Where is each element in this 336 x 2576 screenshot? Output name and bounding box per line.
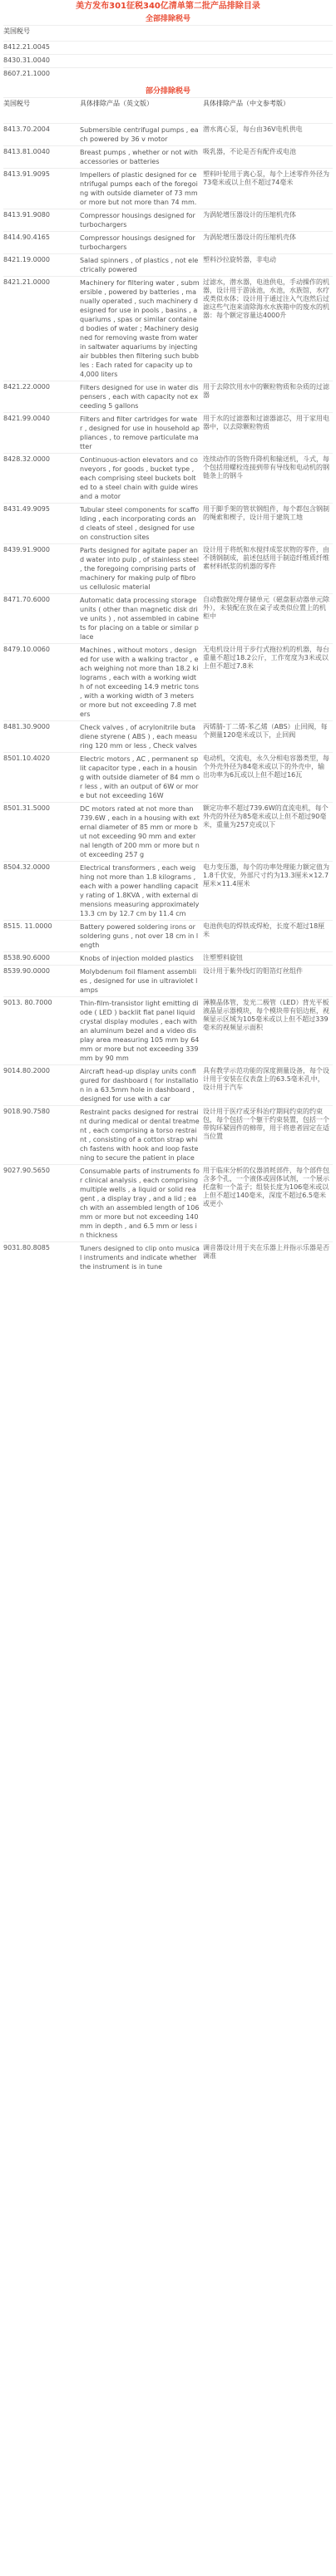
- english-description: Filters designed for use in water dispensers , each with capacity not exceeding 5 gallons: [80, 381, 203, 413]
- english-description: Compressor housings designed for turbochargers: [80, 209, 203, 232]
- chinese-description: 额定功率不超过739.6W的直流电机，每个外壳的外径为85毫米或以上但不超过90毫米，重量为257克或以下: [203, 803, 333, 862]
- full-exclusion-title: 全部排除税号: [145, 15, 190, 23]
- table-row: [3, 921, 333, 952]
- chinese-description: 塑料叶轮用于离心泵，每个上述零件外径为73毫米或以上但不超过74毫米: [203, 169, 333, 209]
- english-description: Continuous-action elevators and conveyors , for goods , bucket type , each comprising steel buckets bolted to a steel chain with guide wires and a motor: [80, 454, 203, 504]
- us-code: 8421.99.0040: [3, 413, 80, 454]
- chinese-description: 设计用于医疗或牙科治疗期间约束的约束包，每个包括一个躯干约束装置，包括一个带钩环紧固件的棉带，用于将患者固定在适当位置: [203, 1106, 333, 1165]
- us-code: 9031.80.8085: [3, 1242, 80, 1274]
- us-code: 8538.90.6000: [3, 952, 80, 966]
- table-row: [3, 254, 333, 277]
- english-description: Aircraft head-up display units configured for dashboard ( for installation in a 63.5mm hole in dashboard , designed for use with a car: [80, 1065, 203, 1106]
- table-row: [3, 544, 333, 594]
- table-row: [3, 124, 333, 146]
- table-row: [3, 381, 333, 413]
- us-code: 8481.30.9000: [3, 721, 80, 753]
- full-exclusion-row: [3, 42, 333, 55]
- english-description: Check valves , of acrylonitrile butadiene styrene ( ABS ) , each measuring 120 mm or less , Check valves: [80, 721, 203, 753]
- chinese-description: 设计用于紫外线灯的钼箔灯丝组件: [203, 966, 333, 997]
- english-description: Filters and filter cartridges for water , designed for use in household appliances , to remove particulate matter: [80, 413, 203, 454]
- us-code: 8421.19.0000: [3, 254, 80, 277]
- us-code: 8439.91.9000: [3, 544, 80, 594]
- us-code: 8413.91.9095: [3, 169, 80, 209]
- chinese-description: 具有教学示范功能的深度测量设备，每个设计用于安装在仪表盘上的63.5毫米孔中，设计用于汽车: [203, 1065, 333, 1106]
- english-description: DC motors rated at not more than 739.6W , each in a housing with external diameter of 85 mm or more but not exceeding 90 mm and external length of 200 mm or more but not exceeding 257 g: [80, 803, 203, 862]
- us-code: 8504.32.0000: [3, 862, 80, 921]
- table-row: [3, 644, 333, 721]
- partial-exclusion-table: [3, 97, 333, 1273]
- table-row: [3, 232, 333, 254]
- table-row: [3, 753, 333, 803]
- table-row: [3, 1242, 333, 1274]
- chinese-description: 吸乳器，不论是否有配件或电池: [203, 146, 333, 169]
- english-description: Parts designed for agitate paper and water into pulp , of stainless steel , the foregoing comprising parts of machinery for making pulp of fibrous cellulosic material: [80, 544, 203, 594]
- us-code: 8430.31.0040: [3, 55, 80, 68]
- english-description-header: 具体排除产品（英文版）: [80, 98, 203, 124]
- chinese-description-header: 具体排除产品（中文参考版）: [203, 98, 333, 124]
- english-description: Knobs of injection molded plastics: [80, 952, 203, 966]
- english-description: Battery powered soldering irons or soldering guns , not over 18 cm in length: [80, 921, 203, 952]
- chinese-description: 用于水的过滤器和过滤器滤芯，用于家用电器中，以去除颗粒物质: [203, 413, 333, 454]
- table-row: [3, 146, 333, 169]
- us-code: 8421.22.0000: [3, 381, 80, 413]
- us-code: 8413.81.0040: [3, 146, 80, 169]
- table-row: [3, 1165, 333, 1242]
- chinese-description: 为涡轮增压器设计的压缩机壳体: [203, 209, 333, 232]
- table-row: [3, 721, 333, 753]
- us-code: 9013. 80.7000: [3, 997, 80, 1065]
- english-description: Molybdenum foil filament assemblies , designed for use in ultraviolet lamps: [80, 966, 203, 997]
- chinese-description: 设计用于将纸和水搅拌成浆状物的零件，由不锈钢制成，前述包括用于制造纤维质纤维素材料纸浆的机器的零件: [203, 544, 333, 594]
- english-description: Electrical transformers , each weighing not more than 1.8 kilograms , each with a power handling capacity rating of 1.8KVA , with external dimensions measuring approximately 13.3 cm by 12.7 cm by 11.4 cm: [80, 862, 203, 921]
- us-code: 8414.90.4165: [3, 232, 80, 254]
- chinese-description: 用于脚手架的管状钢组件，每个都包含钢制的绳索和楔子，设计用于建筑工地: [203, 504, 333, 544]
- full-exclusion-row: [3, 68, 333, 81]
- table-row: [3, 209, 333, 232]
- english-description: Consumable parts of instruments for clinical analysis , each comprising multiple wells , a liquid or solid reagent , a display tray , and a lid ; each with an assembled length of 106mm or more but not exceeding 140 mm in depth , and 6.5 mm or less in thickness: [80, 1165, 203, 1242]
- table-row: [3, 454, 333, 504]
- chinese-description: 为涡轮增压器设计的压缩机壳体: [203, 232, 333, 254]
- table-row: [3, 952, 333, 966]
- table-row: [3, 803, 333, 862]
- english-description: Compressor housings designed for turbochargers: [80, 232, 203, 254]
- chinese-description: 注塑塑料旋钮: [203, 952, 333, 966]
- us-code: 8539.90.0000: [3, 966, 80, 997]
- english-description: Electric motors , AC , permanent split capacitor type , each in a housing with outside diameter of 84 mm or less , with an output of 6W or more but not exceeding 16W: [80, 753, 203, 803]
- us-code-header: 美国税号: [3, 26, 80, 42]
- table-row: [3, 966, 333, 997]
- english-description: Salad spinners , of plastics , not electrically powered: [80, 254, 203, 277]
- us-code: 8428.32.0000: [3, 454, 80, 504]
- us-code: 8413.91.9080: [3, 209, 80, 232]
- table-row: [3, 277, 333, 381]
- english-description: Impellers of plastic designed for centrifugal pumps each of the foregoing with outside diameter of 73 mm or more but not more than 74 mm.: [80, 169, 203, 209]
- table-row: [3, 504, 333, 544]
- table-row: [3, 1065, 333, 1106]
- partial-exclusion-title: 部分排除税号: [145, 87, 190, 96]
- us-code: 8501.31.5000: [3, 803, 80, 862]
- english-description: Thin-film-transistor light emitting diode ( LED ) backlit flat panel liquid crystal display modules , each with an aluminum bezel and a video display area measuring 105 mm by 64 mm or more but not exceeding 339 mm by 90 mm: [80, 997, 203, 1065]
- full-exclusion-header-row: [3, 26, 333, 42]
- us-code-header: 美国税号: [3, 98, 80, 124]
- document-title: 美方发布301征税340亿清单第二批产品排除目录: [76, 2, 260, 11]
- full-exclusion-table: [3, 25, 333, 81]
- partial-exclusion-header-row: [3, 98, 333, 124]
- chinese-description: 用于去除饮用水中的颗粒物质和杂质的过滤器: [203, 381, 333, 413]
- us-code: 9018.90.7580: [3, 1106, 80, 1165]
- partial-exclusion-body: [3, 124, 333, 1274]
- table-row: [3, 169, 333, 209]
- us-code: 8515. 11.0000: [3, 921, 80, 952]
- us-code: 8412.21.0045: [3, 42, 80, 55]
- table-row: [3, 997, 333, 1065]
- english-description: Tubular steel components for scaffolding , each incorporating cords and cleats of steel , designed for use on construction sites: [80, 504, 203, 544]
- us-code: 8479.10.0060: [3, 644, 80, 721]
- chinese-description: 无电机设计用于步行式拖拉机的机器，每台重量不超过18.2公斤，工作宽度为3米或以上但不超过7.8米: [203, 644, 333, 721]
- chinese-description: 调音器设计用于夹在乐器上并指示乐器是否调准: [203, 1242, 333, 1274]
- chinese-description: 薄膜晶体管，发光二极管（LED）背光平板液晶显示器模块，每个模块带有铝边框，视频显示区域为105毫米或以上但不超过339毫米的视频显示面积: [203, 997, 333, 1065]
- us-code: 8431.49.9095: [3, 504, 80, 544]
- table-row: [3, 594, 333, 644]
- chinese-description: 潜水离心泵，每台由36V电机供电: [203, 124, 333, 146]
- us-code: 8413.70.2004: [3, 124, 80, 146]
- us-code: 9027.90.5650: [3, 1165, 80, 1242]
- english-description: Machinery for filtering water , submersible , powered by batteries , manually operated , such machinery designed for use in pools , basins , aquariums , spas or similar contained bodies of water ; Machinery designed for removing waste from water in saltwater aquariums by injecting air bubbles then filtering such bubbles : Each rated for capacity up to 4,000 liters: [80, 277, 203, 381]
- english-description: Machines , without motors , designed for use with a walking tractor , each weighing not more than 18.2 kilograms , each with a working width of not exceeding 14.9 metric tons , with a working width of 3 meters or more but not exceeding 7.8 meters: [80, 644, 203, 721]
- chinese-description: 电动机，交流电，永久分相电容器类型，每个外壳外径为84毫米或以下的外壳中，输出功率为6瓦或以上但不超过16瓦: [203, 753, 333, 803]
- chinese-description: 用于临床分析的仪器消耗部件，每个部件包含多个孔，一个液体或固体试剂，一个展示托盘和一个盖子；组装长度为106毫米或以上但不超过140毫米，深度不超过6.5毫米或更小: [203, 1165, 333, 1242]
- table-row: [3, 862, 333, 921]
- english-description: Restraint packs designed for restraint during medical or dental treatment , each comprising a torso restraint , consisting of a cotton strap which fastens with hook and loop fastening to secure the patient in place: [80, 1106, 203, 1165]
- chinese-description: 连续动作的货物升降机和输送机，斗式，每个包括用螺栓连接到带有导线和电动机的钢链条上的钢斗: [203, 454, 333, 504]
- english-description: Breast pumps , whether or not with accessories or batteries: [80, 146, 203, 169]
- chinese-description: 自动数据处理存储单元（磁盘驱动器单元除外），未装配在放在桌子或类似位置上的机柜中: [203, 594, 333, 644]
- english-description: Tuners designed to clip onto musical instruments and indicate whether the instrument is in tune: [80, 1242, 203, 1274]
- english-description: Submersible centrifugal pumps , each powered by 36 v motor: [80, 124, 203, 146]
- us-code: 8471.70.6000: [3, 594, 80, 644]
- chinese-description: 塑料沙拉旋转器，非电动: [203, 254, 333, 277]
- us-code: 8421.21.0000: [3, 277, 80, 381]
- chinese-description: 过滤水，潜水器，电池供电，手动操作的机器，设计用于游泳池，水池，水族馆，水疗或类似水体；设计用于通过注入气泡然后过滤这些气泡来清除海水水族箱中的废水的机器：每个额定容量达4000升: [203, 277, 333, 381]
- chinese-description: 电池供电的焊铁或焊枪，长度不超过18厘米: [203, 921, 333, 952]
- chinese-description: 电力变压器，每个的功率处理能力额定值为1.8千伏安，外部尺寸约为13.3厘米×12.7厘米×11.4厘米: [203, 862, 333, 921]
- us-code: 8607.21.1000: [3, 68, 80, 81]
- english-description: Automatic data processing storage units ( other than magnetic disk drive units ) , not assembled in cabinets for placing on a table or similar place: [80, 594, 203, 644]
- us-code: 8501.10.4020: [3, 753, 80, 803]
- chinese-description: 丙烯腈-丁二烯-苯乙烯（ABS）止回阀，每个测量120毫米或以下，止回阀: [203, 721, 333, 753]
- table-row: [3, 413, 333, 454]
- full-exclusion-row: [3, 55, 333, 68]
- us-code: 9014.80.2000: [3, 1065, 80, 1106]
- table-row: [3, 1106, 333, 1165]
